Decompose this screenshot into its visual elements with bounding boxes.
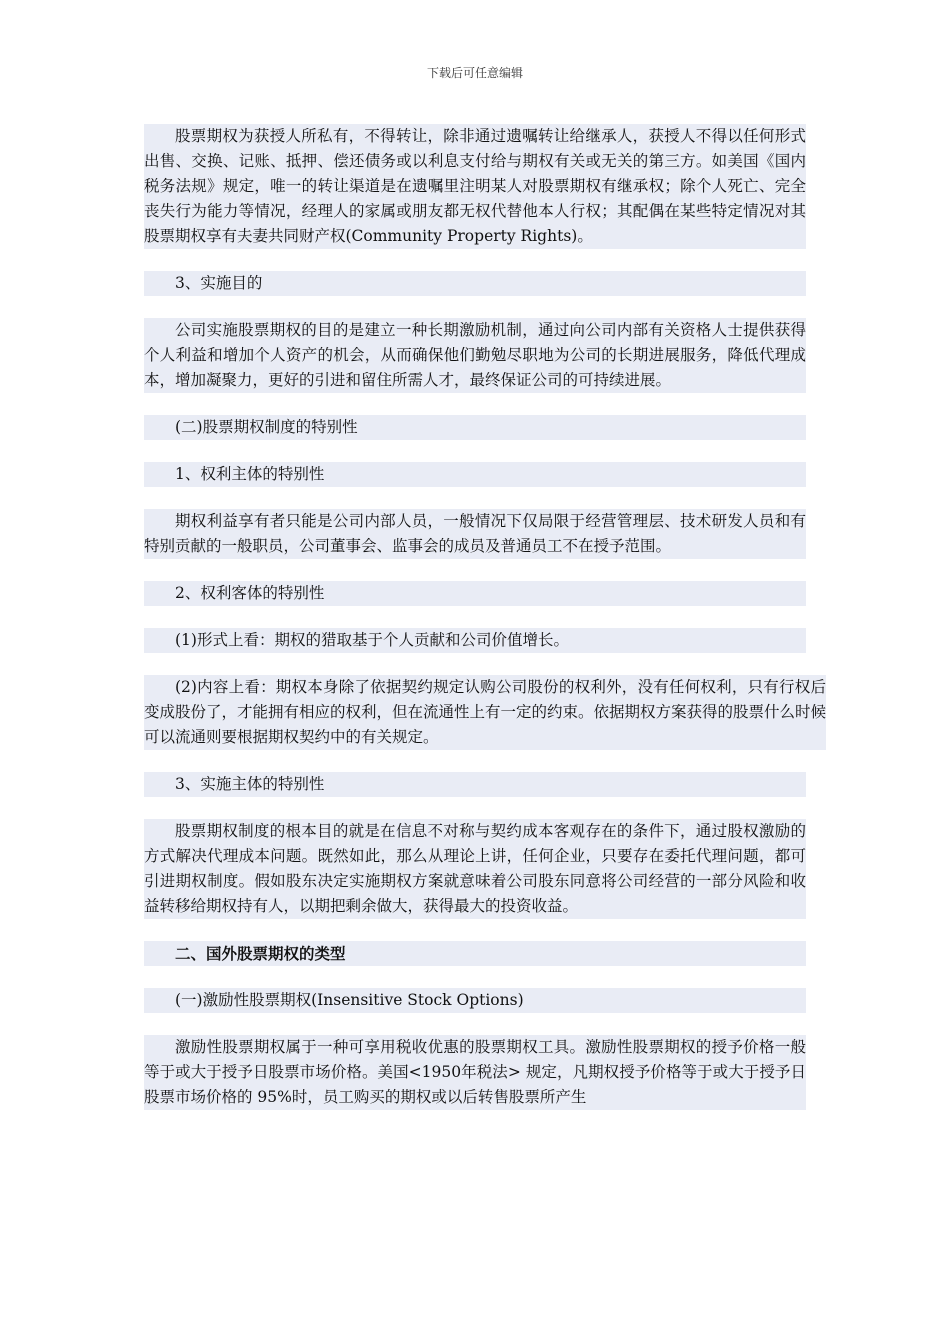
- paragraph-purpose: 公司实施股票期权的目的是建立一种长期激励机制，通过向公司内部有关资格人士提供获得个人利益和增加个人资产的机会，从而确保他们勤勉尽职地为公司的长期进展服务，降低代理成本，增加凝聚力，更好的引进和留住所需人才，最终保证公司的可持续进展。: [144, 318, 806, 393]
- heading-implementation-purpose: 3、实施目的: [144, 271, 806, 296]
- paragraph-fundamental-purpose: 股票期权制度的根本目的就是在信息不对称与契约成本客观存在的条件下，通过股权激励的方式解决代理成本问题。既然如此，那么从理论上讲，任何企业，只要存在委托代理问题，都可引进期权制度。假如股东决定实施期权方案就意味着公司股东同意将公司经营的一部分风险和收益转移给期权持有人，以期把剩余做大，获得最大的投资收益。: [144, 819, 806, 919]
- heading-system-particularity: (二)股票期权制度的特别性: [144, 415, 806, 440]
- paragraph-subject: 期权利益享有者只能是公司内部人员，一般情况下仅局限于经营管理层、技术研发人员和有特别贡献的一般职员，公司董事会、监事会的成员及普通员工不在授予范围。: [144, 509, 806, 559]
- document-body: [144, 124, 827, 1110]
- paragraph-form: (1)形式上看：期权的猎取基于个人贡献和公司价值增长。: [144, 628, 806, 653]
- page-header: 下载后可任意编辑: [426, 66, 523, 80]
- heading-incentive-stock-options: (一)激励性股票期权(Insensitive Stock Options): [144, 988, 806, 1013]
- heading-subject-particularity: 1、权利主体的特别性: [144, 462, 806, 487]
- paragraph-incentive-options: 激励性股票期权属于一种可享用税收优惠的股票期权工具。激励性股票期权的授予价格一般等于或大于授予日股票市场价格。美国<1950年税法> 规定，凡期权授予价格等于或大于授予日股票市场价格的 95%时，员工购买的期权或以后转售股票所产生: [144, 1035, 806, 1110]
- heading-foreign-option-types: 二、国外股票期权的类型: [144, 941, 806, 966]
- paragraph-content: (2)内容上看：期权本身除了依据契约规定认购公司股份的权利外，没有任何权利，只有行权后变成股份了，才能拥有相应的权利，但在流通性上有一定的约束。依据期权方案获得的股票什么时候可以流通则要根据期权契约中的有关规定。: [144, 675, 826, 750]
- heading-object-particularity: 2、权利客体的特别性: [144, 581, 806, 606]
- paragraph-transfer-restriction: 股票期权为获授人所私有，不得转让，除非通过遗嘱转让给继承人，获授人不得以任何形式出售、交换、记账、抵押、偿还债务或以利息支付给与期权有关或无关的第三方。如美国《国内税务法规》规定，唯一的转让渠道是在遗嘱里注明某人对股票期权有继承权；除个人死亡、完全丧失行为能力等情况，经理人的家属或朋友都无权代替他本人行权；其配偶在某些特定情况对其股票期权享有夫妻共同财产权(Community Property Rights)。: [144, 124, 806, 249]
- heading-implementer-particularity: 3、实施主体的特别性: [144, 772, 806, 797]
